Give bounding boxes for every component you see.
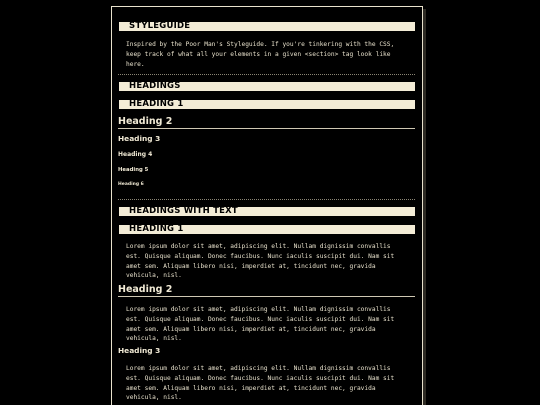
heading-2-sample: Heading 2 [118, 116, 415, 129]
section-divider [118, 199, 415, 200]
heading-4-sample: Heading 4 [118, 151, 153, 158]
heading-2-with-text: Heading 2 [118, 284, 415, 297]
lorem-paragraph: Lorem ipsum dolor sit amet, adipiscing elit. Nullam dignissim convallis est. Quisque aliquam. Donec faucibus. Nunc iaculis suscipit dui. Nam sit amet sem. Aliquam libero nisi, imperdiet at, tincidunt nec, gravida vehicula, nisl. [126, 243, 395, 280]
heading-6-sample: Heading 6 [118, 182, 144, 187]
lorem-paragraph: Lorem ipsum dolor sit amet, adipiscing elit. Nullam dignissim convallis est. Quisque aliquam. Donec faucibus. Nunc iaculis suscipit dui. Nam sit amet sem. Aliquam libero nisi, imperdiet at, tincidunt nec, gravida vehicula, nisl. [126, 306, 395, 343]
heading-3-with-text: Heading 3 [118, 346, 161, 355]
section-divider [118, 74, 415, 75]
heading-3-sample: Heading 3 [118, 134, 161, 143]
headings-with-text-section-header: HEADINGS WITH TEXT [119, 207, 415, 216]
heading-1-with-text: HEADING 1 [119, 225, 415, 234]
lorem-paragraph: Lorem ipsum dolor sit amet, adipiscing elit. Nullam dignissim convallis est. Quisque aliquam. Donec faucibus. Nunc iaculis suscipit dui. Nam sit amet sem. Aliquam libero nisi, imperdiet at, tincidunt nec, gravida vehicula, nisl. [126, 365, 395, 402]
styleguide-intro-text: Inspired by the Poor Man's Styleguide. If you're tinkering with the CSS, keep track of what all your elements in a given <section> tag look like here. [126, 41, 395, 68]
headings-section-header: HEADINGS [119, 82, 415, 91]
styleguide-page [111, 6, 423, 405]
heading-1-sample: HEADING 1 [119, 100, 415, 109]
styleguide-section-header: STYLEGUIDE [119, 22, 415, 31]
heading-5-sample: Heading 5 [118, 167, 149, 173]
